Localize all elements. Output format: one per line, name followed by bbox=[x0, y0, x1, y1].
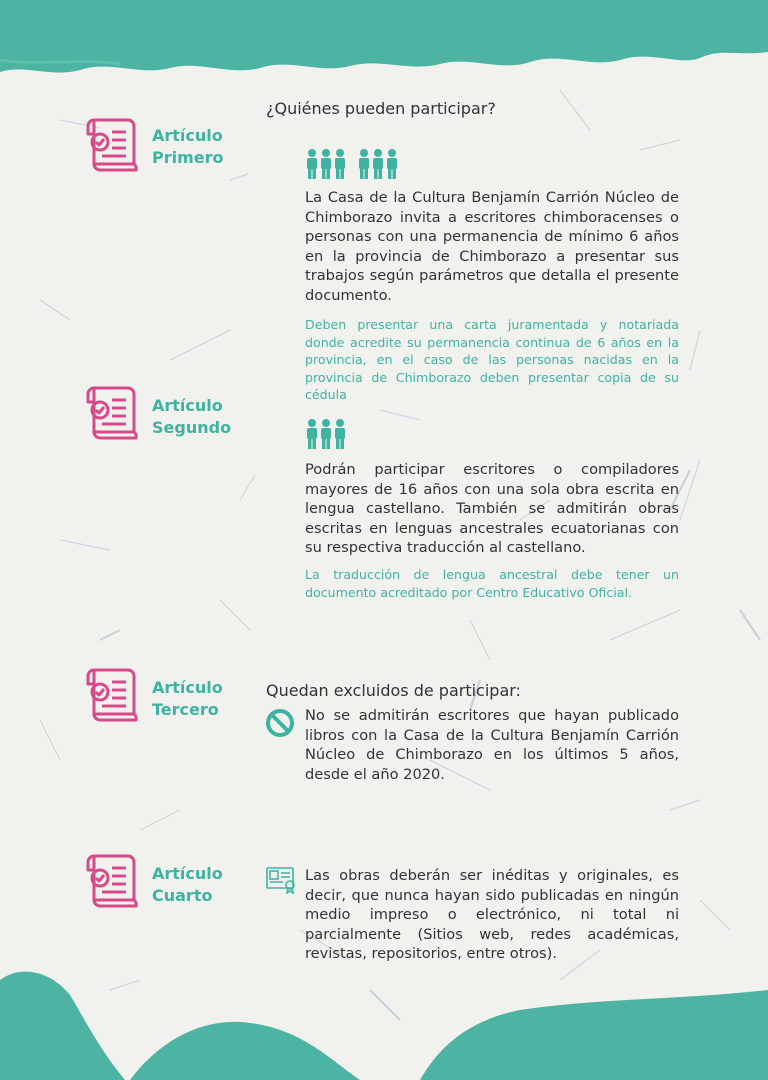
article-1-heading: ¿Quiénes pueden participar? bbox=[266, 99, 496, 118]
article-3-label-line1: Artículo bbox=[152, 678, 223, 697]
article-1-label bbox=[152, 125, 224, 169]
article-1-body: La Casa de la Cultura Benjamín Carrión Núcleo de Chimborazo invita a escritores chimboracenses o personas con una permanencia de mínimo 6 años en la provincia de Chimborazo a presentar sus trabajos según parámetros que detalla el presente documento. bbox=[305, 189, 679, 304]
article-4-label-line2: Cuarto bbox=[152, 886, 213, 905]
article-2-body: Podrán participar escritores o compiladores mayores de 16 años con una sola obra escrita en lengua castellano. También se admitirán obras escritas en lenguas ancestrales ecuatorianas con su respectiva traducción al castellano. bbox=[305, 461, 679, 556]
article-3-label-line2: Tercero bbox=[152, 700, 219, 719]
article-2-label-line2: Segundo bbox=[152, 418, 232, 437]
article-4-body: Las obras deberán ser inéditas y originales, es decir, que nunca hayan sido publicadas en ningún medio impreso o electrónico, ni total ni parcialmente (Sitios web, redes académicas, revistas, repositorios, entre otros). bbox=[305, 867, 679, 962]
article-3-heading: Quedan excluidos de participar: bbox=[266, 681, 521, 700]
top-decorative-band bbox=[0, 0, 768, 80]
people-group-icon bbox=[306, 418, 348, 450]
article-1-note: Deben presentar una carta juramentada y notariada donde acredite su permanencia continua de 6 años en la provincia, en el caso de las personas nacidas en la provincia de Chimborazo deben presentar copia de su cédula bbox=[305, 317, 679, 402]
document-check-icon bbox=[80, 380, 140, 442]
article-4-label-line1: Artículo bbox=[152, 864, 223, 883]
article-1-label-line1: Artículo bbox=[152, 126, 223, 145]
document-check-icon bbox=[80, 662, 140, 724]
article-2-label-line1: Artículo bbox=[152, 396, 223, 415]
document-check-icon bbox=[80, 112, 140, 174]
prohibited-icon bbox=[265, 708, 295, 738]
certificate-document-icon bbox=[265, 866, 299, 894]
bottom-decorative-shape bbox=[0, 950, 768, 1080]
article-1-label-line2: Primero bbox=[152, 148, 224, 167]
article-2-note: La traducción de lengua ancestral debe tener un documento acreditado por Centro Educativo Oficial. bbox=[305, 567, 679, 600]
article-3-body: No se admitirán escritores que hayan publicado libros con la Casa de la Cultura Benjamín Carrión Núcleo de Chimborazo en los últimos 5 años, desde el año 2020. bbox=[305, 707, 679, 783]
article-2-label bbox=[152, 395, 231, 439]
article-3-label bbox=[152, 677, 223, 721]
people-group-icon bbox=[306, 148, 402, 180]
document-check-icon bbox=[80, 848, 140, 910]
article-4-label bbox=[152, 863, 223, 907]
